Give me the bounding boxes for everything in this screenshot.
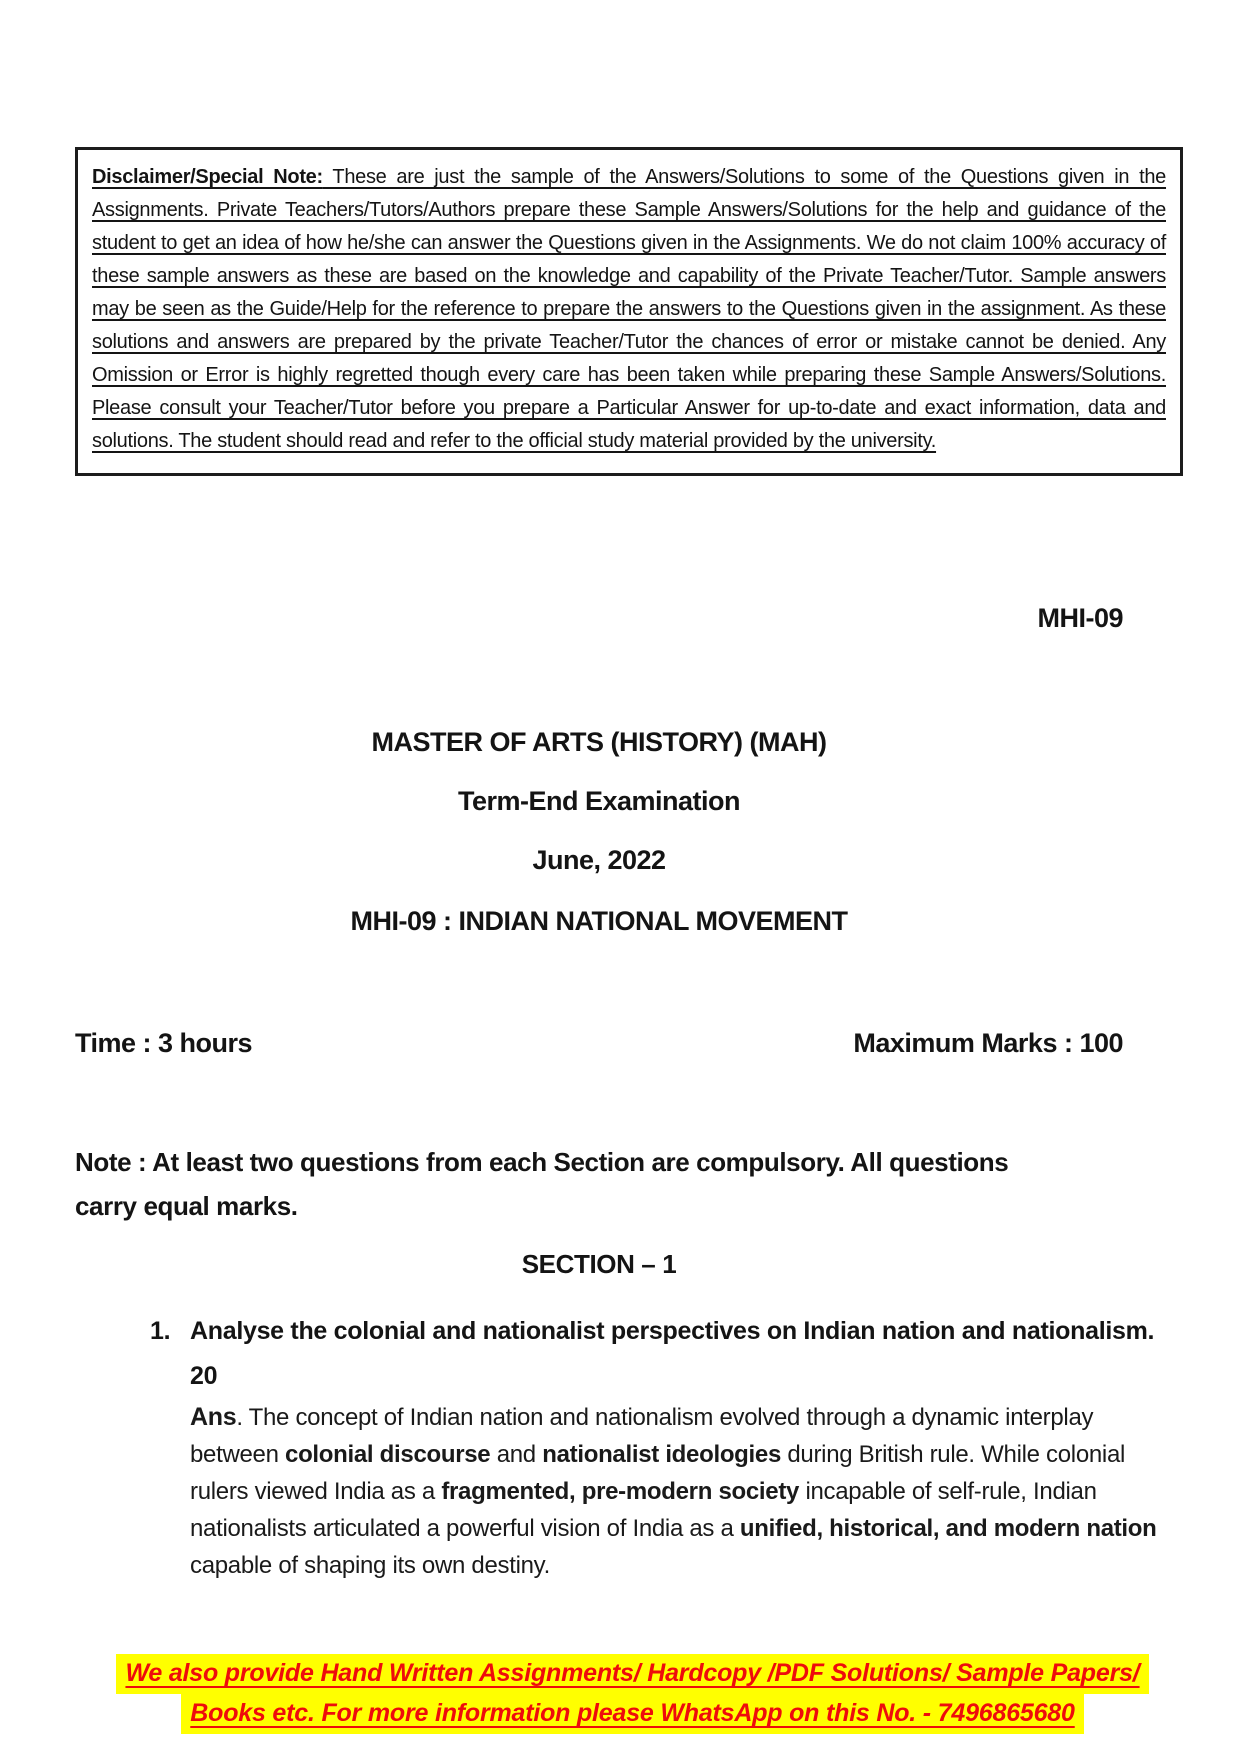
answer-paragraph (190, 1399, 1165, 1584)
meta-row (75, 1028, 1123, 1059)
disclaimer-body: These are just the sample of the Answers/Solutions to some of the Questions given in the Assignments. Private Teachers/Tutors/Authors prepare these Sample Answers/Solutions for the help and guidance of the student to get an idea of how he/she can answer the Questions given in the Assignments. We do not claim 100% accuracy of these sample answers as these are based on the knowledge and capability of the Private Teacher/Tutor. Sample answers may be seen as the Guide/Help for the reference to prepare the answers to the Questions given in the assignment. As these solutions and answers are prepared by the private Teacher/Tutor the chances of error or mistake cannot be denied. Any Omission or Error is highly regretted though every care has been taken while preparing these Sample Answers/Solutions. Please consult your Teacher/Tutor before you prepare a Particular Answer for up-to-date and exact information, data and solutions. The student should read and refer to the official study material provided by the university. (92, 166, 1167, 452)
heading-session: June, 2022 (532, 845, 666, 875)
question-1 (150, 1309, 1155, 1399)
heading-exam: Term-End Examination (457, 786, 741, 816)
course-code: MHI-09 (1037, 603, 1123, 633)
promo-line-2-text: Books etc. For more information please WhatsApp on this No. - 7496865680 (181, 1694, 1083, 1734)
answer-body: . The concept of Indian nation and nationalism evolved through a dynamic interplay between colonial discourse and nationalist ideologies during British rule. While colonial rulers viewed India as a fragmented, pre-modern society incapable of self-rule, Indian nationalists articulated a powerful vision of India as a unified, historical, and modern nation capable of shaping its own destiny. (190, 1404, 1157, 1579)
time-allowed: Time : 3 hours (75, 1028, 253, 1058)
promo-line-1-text: We also provide Hand Written Assignments/ Hardcopy /PDF Solutions/ Sample Papers/ (116, 1654, 1148, 1694)
promo-line (75, 1694, 1190, 1734)
heading-paper: MHI-09 : INDIAN NATIONAL MOVEMENT (350, 906, 848, 936)
answer-label: Ans (190, 1403, 237, 1431)
section-title: SECTION – 1 (521, 1249, 677, 1279)
disclaimer-label: Disclaimer/Special Note: (92, 166, 323, 188)
question-number: 1. (150, 1317, 171, 1345)
heading-degree: MASTER OF ARTS (HISTORY) (MAH) (371, 727, 827, 757)
disclaimer-text (92, 161, 1166, 458)
maximum-marks: Maximum Marks : 100 (853, 1028, 1123, 1058)
question-text: Analyse the colonial and nationalist perspectives on Indian nation and nationalism. 20 (190, 1317, 1155, 1390)
exam-note: Note : At least two questions from each Section are compulsory. All questions carry equal marks. (75, 1147, 1009, 1221)
promo-footer (75, 1654, 1190, 1734)
disclaimer-box (75, 147, 1183, 476)
promo-line (75, 1654, 1190, 1694)
